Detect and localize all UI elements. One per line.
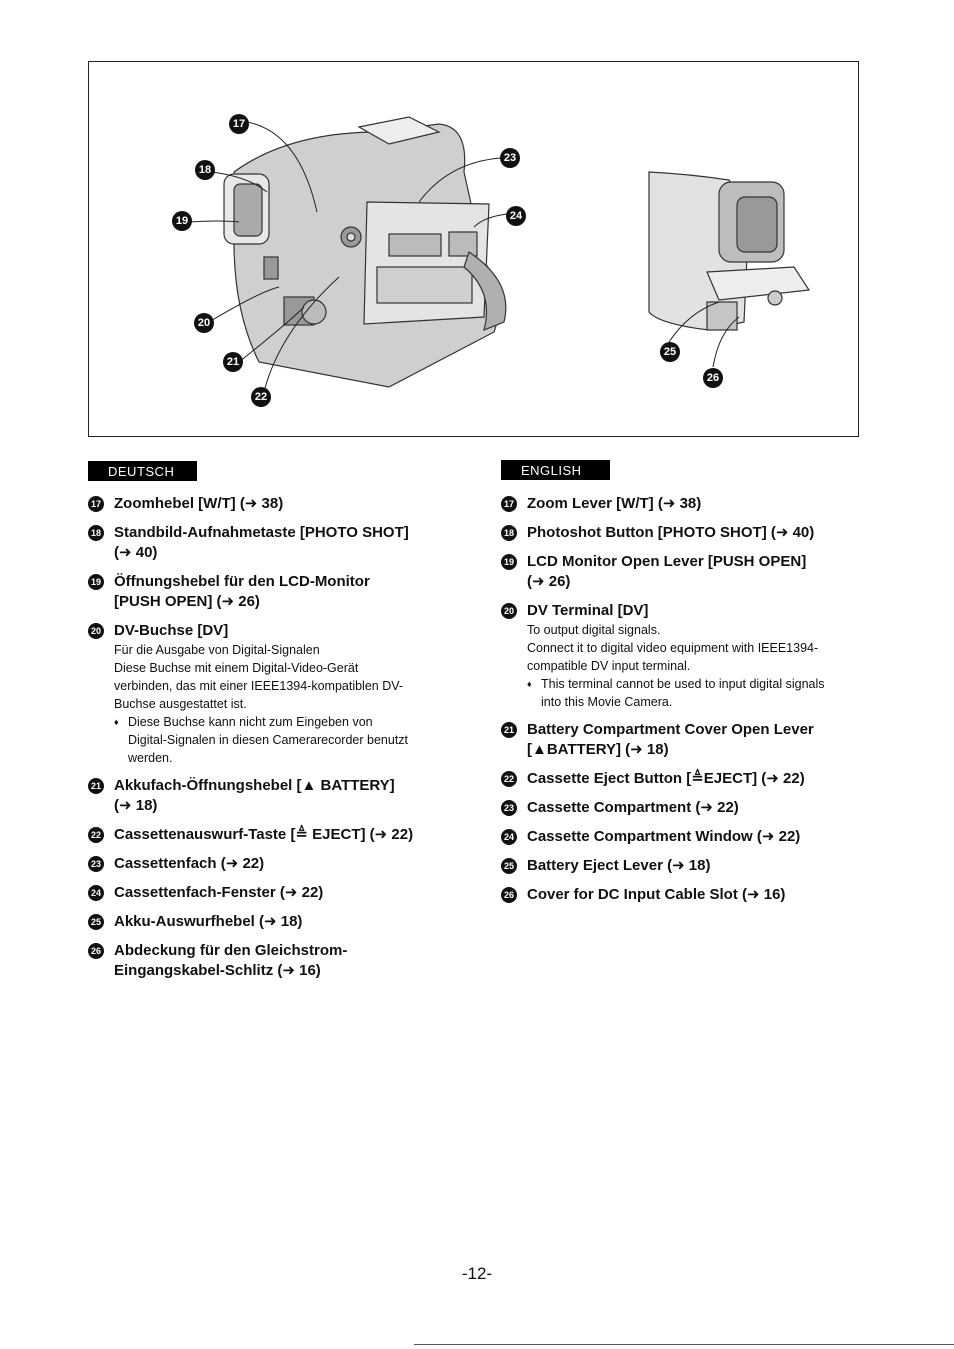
item-title: Cassette Compartment (➜ 22)	[527, 799, 739, 816]
item-number-badge: 21	[501, 722, 517, 738]
item-title: Battery Compartment Cover Open Lever [▲BATTERY] (➜ 18)	[527, 721, 814, 758]
item-title: Photoshot Button [PHOTO SHOT] (➜ 40)	[527, 524, 815, 541]
item-title: Cassette Compartment Window (➜ 22)	[527, 828, 801, 845]
item-title: DV Terminal [DV]	[527, 602, 649, 619]
item-number-badge: 17	[88, 496, 104, 512]
item-title: Zoom Lever [W/T] (➜ 38)	[527, 495, 702, 512]
page-number: -12-	[461, 1264, 493, 1283]
callout-18: 18	[195, 160, 215, 180]
item-number-badge: 23	[501, 800, 517, 816]
deutsch-parts-list	[88, 494, 458, 990]
item-number-badge: 25	[88, 914, 104, 930]
item-title: Cassettenfach (➜ 22)	[114, 855, 265, 872]
item-description: Für die Ausgabe von Digital-Signalen Diese Buchse mit einem Digital-Video-Gerät verbinden, das mit einer IEEE1394-kompatiblen DV- Buchse ausgestattet ist.	[114, 643, 404, 711]
item-title: LCD Monitor Open Lever [PUSH OPEN] (➜ 26)	[527, 553, 807, 590]
footer-rule	[414, 1344, 954, 1345]
camera-illustration	[88, 61, 859, 437]
item-number-badge: 20	[88, 623, 104, 639]
item-number-badge: 18	[88, 525, 104, 541]
list-item	[501, 769, 881, 789]
english-parts-list	[501, 494, 881, 914]
item-number-badge: 25	[501, 858, 517, 874]
list-item	[88, 494, 458, 514]
list-item	[501, 885, 881, 905]
item-number-badge: 19	[501, 554, 517, 570]
list-item	[501, 720, 881, 760]
item-note: ♦ Diese Buchse kann nicht zum Eingeben von Digital-Signalen in diesen Camerarecorder benutzt werden.	[114, 713, 458, 767]
item-title: Abdeckung für den Gleichstrom- Eingangskabel-Schlitz (➜ 16)	[114, 942, 348, 979]
list-item	[88, 941, 458, 981]
item-number-badge: 26	[501, 887, 517, 903]
item-description: To output digital signals. Connect it to digital video equipment with IEEE1394- compatible DV input terminal.	[527, 623, 819, 673]
item-number-badge: 26	[88, 943, 104, 959]
item-note: ♦ This terminal cannot be used to input digital signals into this Movie Camera.	[527, 675, 881, 711]
camera-drawing	[89, 62, 860, 438]
list-item	[88, 912, 458, 932]
item-title: Cassettenauswurf-Taste [≜ EJECT] (➜ 22)	[114, 826, 414, 843]
item-number-badge: 17	[501, 496, 517, 512]
item-number-badge: 24	[88, 885, 104, 901]
callout-22: 22	[251, 387, 271, 407]
list-item	[501, 827, 881, 847]
callout-24: 24	[506, 206, 526, 226]
item-title: Cassette Eject Button [≜EJECT] (➜ 22)	[527, 770, 805, 787]
section-tag-deutsch: DEUTSCH	[88, 461, 197, 481]
callout-23: 23	[500, 148, 520, 168]
list-item	[501, 798, 881, 818]
item-number-badge: 20	[501, 603, 517, 619]
item-number-badge: 22	[501, 771, 517, 787]
item-number-badge: 19	[88, 574, 104, 590]
item-title: Akku-Auswurfhebel (➜ 18)	[114, 913, 303, 930]
callout-20: 20	[194, 313, 214, 333]
item-title: Standbild-Aufnahmetaste [PHOTO SHOT] (➜ 40)	[114, 524, 409, 561]
list-item	[88, 523, 458, 563]
item-title: Battery Eject Lever (➜ 18)	[527, 857, 711, 874]
list-item	[501, 552, 881, 592]
list-item	[88, 825, 458, 845]
item-number-badge: 24	[501, 829, 517, 845]
callout-25: 25	[660, 342, 680, 362]
item-title: DV-Buchse [DV]	[114, 622, 229, 639]
item-title: Cassettenfach-Fenster (➜ 22)	[114, 884, 324, 901]
list-item	[501, 601, 881, 711]
callout-26: 26	[703, 368, 723, 388]
item-number-badge: 18	[501, 525, 517, 541]
item-title: Cover for DC Input Cable Slot (➜ 16)	[527, 886, 786, 903]
list-item	[88, 572, 458, 612]
callout-21: 21	[223, 352, 243, 372]
item-title: Öffnungshebel für den LCD-Monitor [PUSH OPEN] (➜ 26)	[114, 573, 370, 610]
callout-19: 19	[172, 211, 192, 231]
item-number-badge: 23	[88, 856, 104, 872]
callout-17: 17	[229, 114, 249, 134]
list-item	[501, 523, 881, 543]
list-item	[501, 494, 881, 514]
list-item	[88, 776, 458, 816]
list-item	[88, 883, 458, 903]
item-number-badge: 22	[88, 827, 104, 843]
list-item	[88, 621, 458, 767]
item-title: Zoomhebel [W/T] (➜ 38)	[114, 495, 284, 512]
list-item	[88, 854, 458, 874]
item-title: Akkufach-Öffnungshebel [▲ BATTERY] (➜ 18)	[114, 777, 395, 814]
item-number-badge: 21	[88, 778, 104, 794]
list-item	[501, 856, 881, 876]
section-tag-english: ENGLISH	[501, 460, 610, 480]
